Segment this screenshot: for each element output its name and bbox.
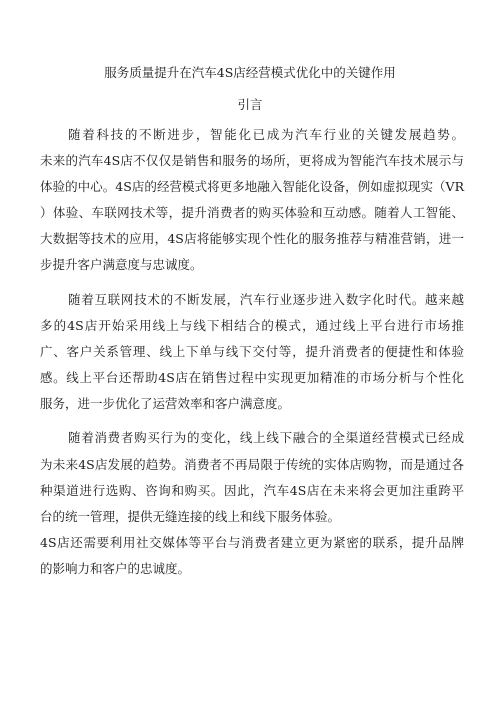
paragraph-3-line-4: 台的统一管理，提供无缝连接的线上和线下服务体验。 [40, 509, 341, 524]
paragraph-2-line-5: 服务，进一步优化了运营效率和客户满意度。 [40, 396, 291, 411]
paragraph-1-line-6: 步提升客户满意度与忠诚度。 [40, 257, 203, 272]
paragraph-3-line-1: 随着消费者购买行为的变化，线上线下融合的全渠道经营模式已经成 [68, 430, 464, 445]
paragraph-3-line-2: 为未来4S店发展的趋势。消费者不再局限于传统的实体店购物，而是通过各 [40, 457, 464, 472]
document-title: 服务质量提升在汽车4S店经营模式优化中的关键作用 [104, 65, 396, 80]
paragraph-1-line-1: 随着科技的不断进步，智能化已成为汽车行业的关键发展趋势。 [68, 127, 464, 142]
paragraph-1-line-4: ）体验、车联网技术等，提升消费者的购买体验和互动感。随着人工智能、 [40, 205, 464, 220]
paragraph-2-line-2: 多的4S店开始采用线上与线下相结合的模式，通过线上平台进行市场推 [40, 318, 464, 333]
section-heading: 引言 [237, 97, 263, 112]
paragraph-3-line-3: 种渠道进行选购、咨询和购买。因此，汽车4S店在未来将会更加注重跨平 [40, 483, 464, 498]
paragraph-2-line-3: 广、客户关系管理、线上下单与线下交付等，提升消费者的便捷性和体验 [40, 344, 464, 359]
paragraph-2-line-4: 感。线上平台还帮助4S店在销售过程中实现更加精准的市场分析与个性化 [40, 370, 464, 385]
paragraph-3-line-5: 4S店还需要利用社交媒体等平台与消费者建立更为紧密的联系，提升品牌 [40, 535, 464, 550]
paragraph-3-line-6: 的影响力和客户的忠诚度。 [40, 561, 191, 576]
paragraph-1-line-2: 未来的汽车4S店不仅仅是销售和服务的场所，更将成为智能汽车技术展示与 [40, 153, 464, 168]
paragraph-2-line-1: 随着互联网技术的不断发展，汽车行业逐步进入数字化时代。越来越 [68, 292, 464, 307]
paragraph-1-line-5: 大数据等技术的应用，4S店将能够实现个性化的服务推荐与精准营销，进一 [40, 231, 464, 246]
paragraph-1-line-3: 体验的中心。4S店的经营模式将更多地融入智能化设备，例如虚拟现实（VR [40, 179, 464, 194]
